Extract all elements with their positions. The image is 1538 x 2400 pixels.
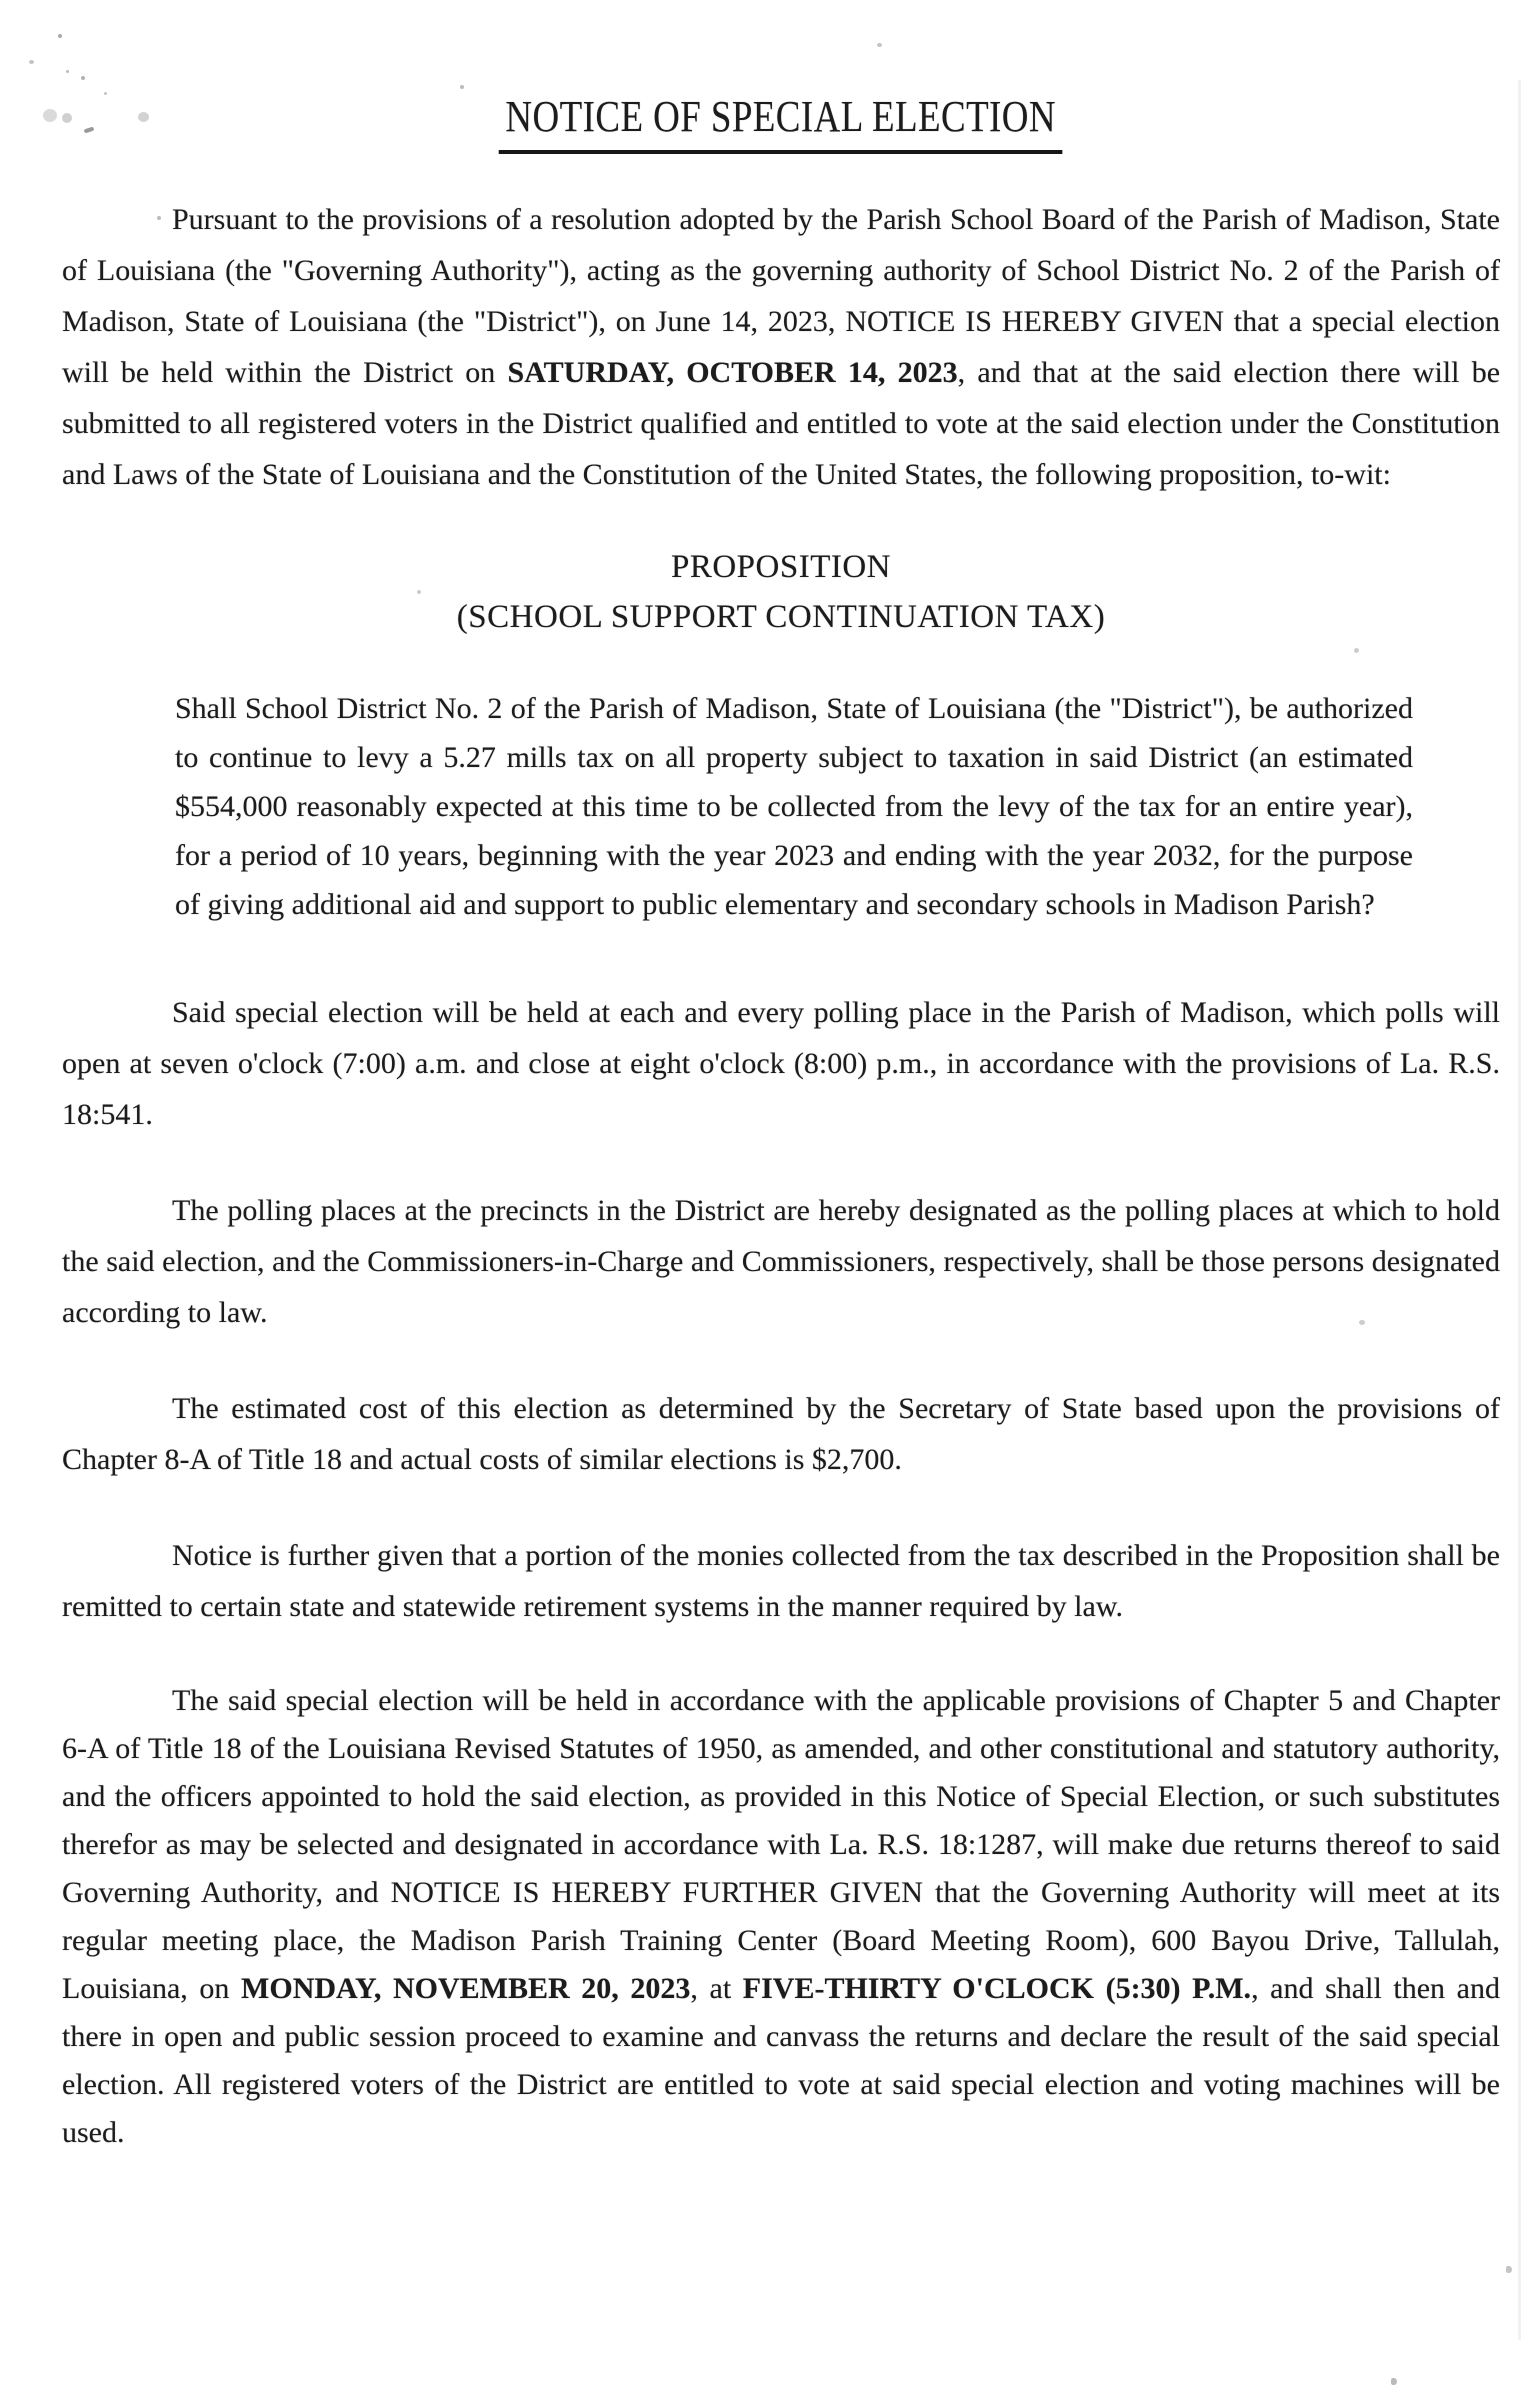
- title-row: [62, 92, 1500, 154]
- scan-speckle: [43, 109, 57, 122]
- election-date-bold: SATURDAY, OCTOBER 14, 2023: [507, 356, 958, 389]
- closing-text-pre: The said special election will be held in accordance with the applicable provisions of Chapter 5 and Chapter 6-A of Title 18 of the Louisiana Revised Statutes of 1950, as amended, and other constitutional and statutory authority, and the officers appointed to hold the said election, as provided in this Notice of Special Election, or such substitutes therefor as may be selected and designated in accordance with La. R.S. 18:1287, will make due returns thereof to said Governing Authority, and NOTICE IS HEREBY FURTHER GIVEN that the Governing Authority will meet at its regular meeting place, the Madison Parish Training Center (Board Meeting Room), 600 Bayou Drive, Tallulah, Louisiana, on: [62, 1684, 1500, 2005]
- scan-speckle: [29, 60, 34, 64]
- intro-text-pre: Pursuant to the provisions of a resolution adopted by the Parish School Board of the Parish of Madison, State of Louisiana (the "Governing Authority"), acting as the governing authority of School District No. 2 of the Parish of Madison, State of Louisiana (the "District"), on June 14, 2023, NOTICE IS HEREBY GIVEN that a special election will be held within the District on: [62, 203, 1500, 389]
- closing-text-post: , and shall then and there in open and public session proceed to examine and canvass the returns and declare the result of the said special election. All registered voters of the District are entitled to vote at said special election and voting machines will be used.: [62, 1972, 1500, 2149]
- proposition-text-block: Shall School District No. 2 of the Parish of Madison, State of Louisiana (the "District"), be authorized to continue to levy a 5.27 mills tax on all property subject to taxation in said District (an estimated $554,000 reasonably expected at this time to be collected from the levy of the tax for an entire year), for a period of 10 years, beginning with the year 2023 and ending with the year 2032, for the purpose of giving additional aid and support to public elementary and secondary schools in Madison Parish?: [175, 692, 1413, 921]
- scan-speckle: [81, 76, 85, 80]
- proposition-subheading: (SCHOOL SUPPORT CONTINUATION TAX): [456, 599, 1106, 635]
- paragraph-intro: [62, 194, 1500, 500]
- meeting-time-bold: FIVE-THIRTY O'CLOCK (5:30) P.M.: [742, 1972, 1252, 2005]
- paragraph-closing: [62, 1677, 1500, 2157]
- scan-artifact-band: [1518, 80, 1521, 2340]
- scan-speckle: [1239, 1552, 1243, 1556]
- intro-text-post: , and that at the said election there will be submitted to all registered voters in the District qualified and entitled to vote at the said election under the Constitution and Laws of the State of Louisiana and the Constitution of the United States, the following proposition, to-wit:: [62, 356, 1501, 491]
- scan-speckle: [157, 216, 161, 220]
- scan-speckle: [138, 112, 149, 122]
- paragraph-estimated-cost: The estimated cost of this election as determined by the Secretary of State based upon the provisions of Chapter 8-A of Title 18 and actual costs of similar elections is $2,700.: [62, 1392, 1500, 1476]
- closing-text-mid: , at: [690, 1972, 743, 2005]
- paragraph-polling-places: The polling places at the precincts in the District are hereby designated as the polling places at which to hold the said election, and the Commissioners-in-Charge and Commissioners, respectively, shall be those persons designated according to law.: [62, 1194, 1500, 1329]
- scan-speckle: [460, 85, 464, 89]
- paragraph-polling-hours: Said special election will be held at each and every polling place in the Parish of Madison, which polls will open at seven o'clock (7:00) a.m. and close at eight o'clock (8:00) p.m., in accordance with the provisions of La. R.S. 18:541.: [62, 996, 1500, 1131]
- meeting-date-bold: MONDAY, NOVEMBER 20, 2023: [241, 1972, 691, 2005]
- scan-speckle: [1506, 2266, 1512, 2273]
- scan-speckle: [62, 113, 72, 123]
- scan-speckle: [877, 43, 882, 47]
- proposition-heading: PROPOSITION: [670, 549, 892, 585]
- scan-speckle: [1359, 1320, 1365, 1325]
- document-title: NOTICE OF SPECIAL ELECTION: [499, 92, 1063, 154]
- scan-speckle: [66, 70, 69, 73]
- scan-speckle: [1354, 648, 1359, 653]
- scan-speckle: [1391, 2378, 1397, 2385]
- scan-speckle: [104, 92, 107, 95]
- scan-speckle: [417, 590, 421, 594]
- paragraph-retirement-notice: Notice is further given that a portion of the monies collected from the tax described in the Proposition shall be remitted to certain state and statewide retirement systems in the manner required by law.: [62, 1539, 1500, 1623]
- scan-speckle: [58, 34, 62, 38]
